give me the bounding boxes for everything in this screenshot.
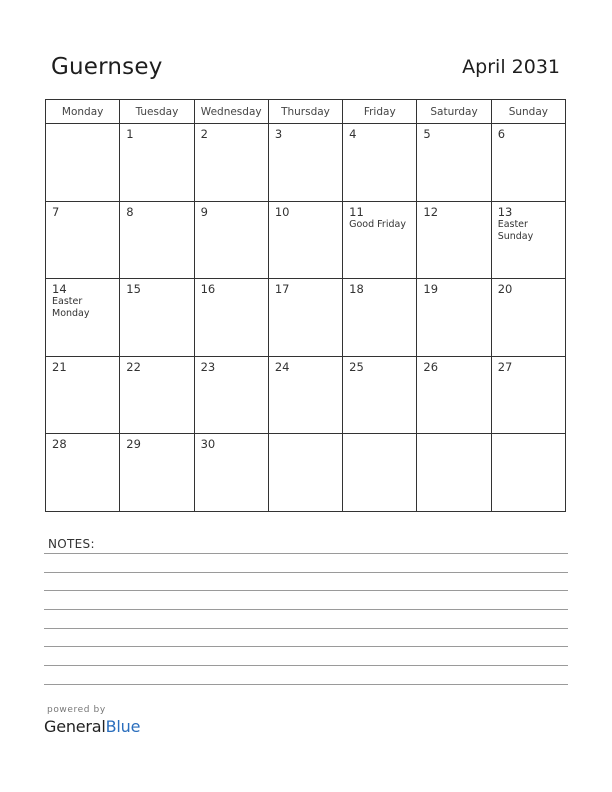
week-row — [46, 279, 566, 357]
day-number: 5 — [423, 127, 431, 141]
day-number: 28 — [52, 437, 67, 452]
day-number: 21 — [52, 359, 67, 374]
day-cell — [417, 201, 491, 279]
day-number: 25 — [349, 359, 364, 374]
week-row — [46, 124, 566, 202]
country-title: Guernsey — [51, 54, 163, 80]
day-number: 10 — [274, 204, 290, 219]
day-number: 27 — [497, 359, 513, 374]
powered-by-text: powered by — [47, 705, 106, 715]
day-number — [492, 434, 565, 438]
month-year-title: April 2031 — [462, 56, 560, 78]
day-number: 26 — [423, 359, 439, 374]
day-cell — [194, 279, 268, 357]
day-cell — [417, 356, 491, 434]
generalblue-logo — [44, 717, 140, 736]
weekday-monday: Monday — [46, 100, 120, 124]
day-cell — [46, 201, 120, 279]
day-cell — [343, 124, 417, 202]
day-number — [417, 434, 490, 438]
day-cell — [417, 279, 491, 357]
weekday-wednesday: Wednesday — [194, 100, 268, 124]
day-cell — [194, 434, 268, 512]
week-row — [46, 434, 566, 512]
day-number: 9 — [200, 204, 208, 219]
day-cell — [120, 356, 194, 434]
holiday-label: Good Friday — [349, 218, 406, 230]
day-number: 2 — [200, 127, 208, 141]
holiday-label: Easter Sunday — [497, 218, 534, 242]
day-cell — [194, 124, 268, 202]
day-number: 14 — [52, 282, 67, 297]
notes-line — [44, 590, 568, 591]
day-number: 15 — [126, 282, 141, 297]
day-cell — [491, 279, 565, 357]
day-cell — [417, 124, 491, 202]
brand-blue: Blue — [105, 717, 141, 736]
day-cell — [343, 434, 417, 512]
day-number: 18 — [349, 282, 364, 297]
weekday-friday: Friday — [343, 100, 417, 124]
day-number — [343, 434, 416, 438]
day-cell — [268, 279, 342, 357]
notes-line — [44, 646, 568, 647]
day-cell — [194, 201, 268, 279]
day-number: 20 — [497, 282, 513, 297]
day-cell — [268, 201, 342, 279]
day-cell — [343, 356, 417, 434]
day-cell — [491, 434, 565, 512]
day-cell — [46, 356, 120, 434]
weekday-thursday: Thursday — [268, 100, 342, 124]
day-number: 29 — [126, 437, 141, 452]
day-cell — [46, 279, 120, 357]
notes-line — [44, 553, 568, 554]
day-number: 24 — [274, 359, 290, 374]
week-row — [46, 356, 566, 434]
day-cell — [343, 201, 417, 279]
day-number: 12 — [423, 204, 439, 219]
day-cell — [491, 124, 565, 202]
day-cell — [120, 434, 194, 512]
day-cell — [491, 201, 565, 279]
week-row — [46, 201, 566, 279]
day-number: 6 — [497, 127, 506, 141]
day-number: 30 — [200, 437, 216, 452]
day-number — [269, 434, 342, 438]
day-number: 13 — [497, 204, 513, 219]
day-number: 4 — [349, 127, 357, 141]
weekday-saturday: Saturday — [417, 100, 491, 124]
day-cell — [120, 124, 194, 202]
notes-line — [44, 665, 568, 666]
day-cell — [120, 201, 194, 279]
day-cell — [343, 279, 417, 357]
day-cell — [268, 124, 342, 202]
day-number: 7 — [52, 204, 60, 219]
notes-line — [44, 572, 568, 573]
day-cell — [491, 356, 565, 434]
day-cell — [194, 356, 268, 434]
day-number: 19 — [423, 282, 439, 297]
day-number: 3 — [274, 127, 283, 141]
notes-label: NOTES: — [48, 537, 95, 551]
notes-line — [44, 684, 568, 685]
notes-line — [44, 609, 568, 610]
day-number: 23 — [200, 359, 216, 374]
day-number — [46, 124, 119, 128]
day-cell — [268, 434, 342, 512]
weekday-tuesday: Tuesday — [120, 100, 194, 124]
day-number: 1 — [126, 127, 134, 141]
day-number: 16 — [200, 282, 216, 297]
brand-general: General — [44, 717, 106, 736]
notes-line — [44, 628, 568, 629]
day-cell — [417, 434, 491, 512]
weekday-sunday: Sunday — [491, 100, 565, 124]
day-cell — [268, 356, 342, 434]
day-number: 11 — [349, 204, 364, 219]
holiday-label: Easter Monday — [52, 296, 90, 320]
day-number: 22 — [126, 359, 141, 374]
day-number: 17 — [274, 282, 290, 297]
day-cell — [120, 279, 194, 357]
day-cell — [46, 124, 120, 202]
weekday-header-row — [46, 100, 566, 124]
day-number: 8 — [126, 204, 134, 219]
calendar-grid — [45, 99, 566, 512]
day-cell — [46, 434, 120, 512]
